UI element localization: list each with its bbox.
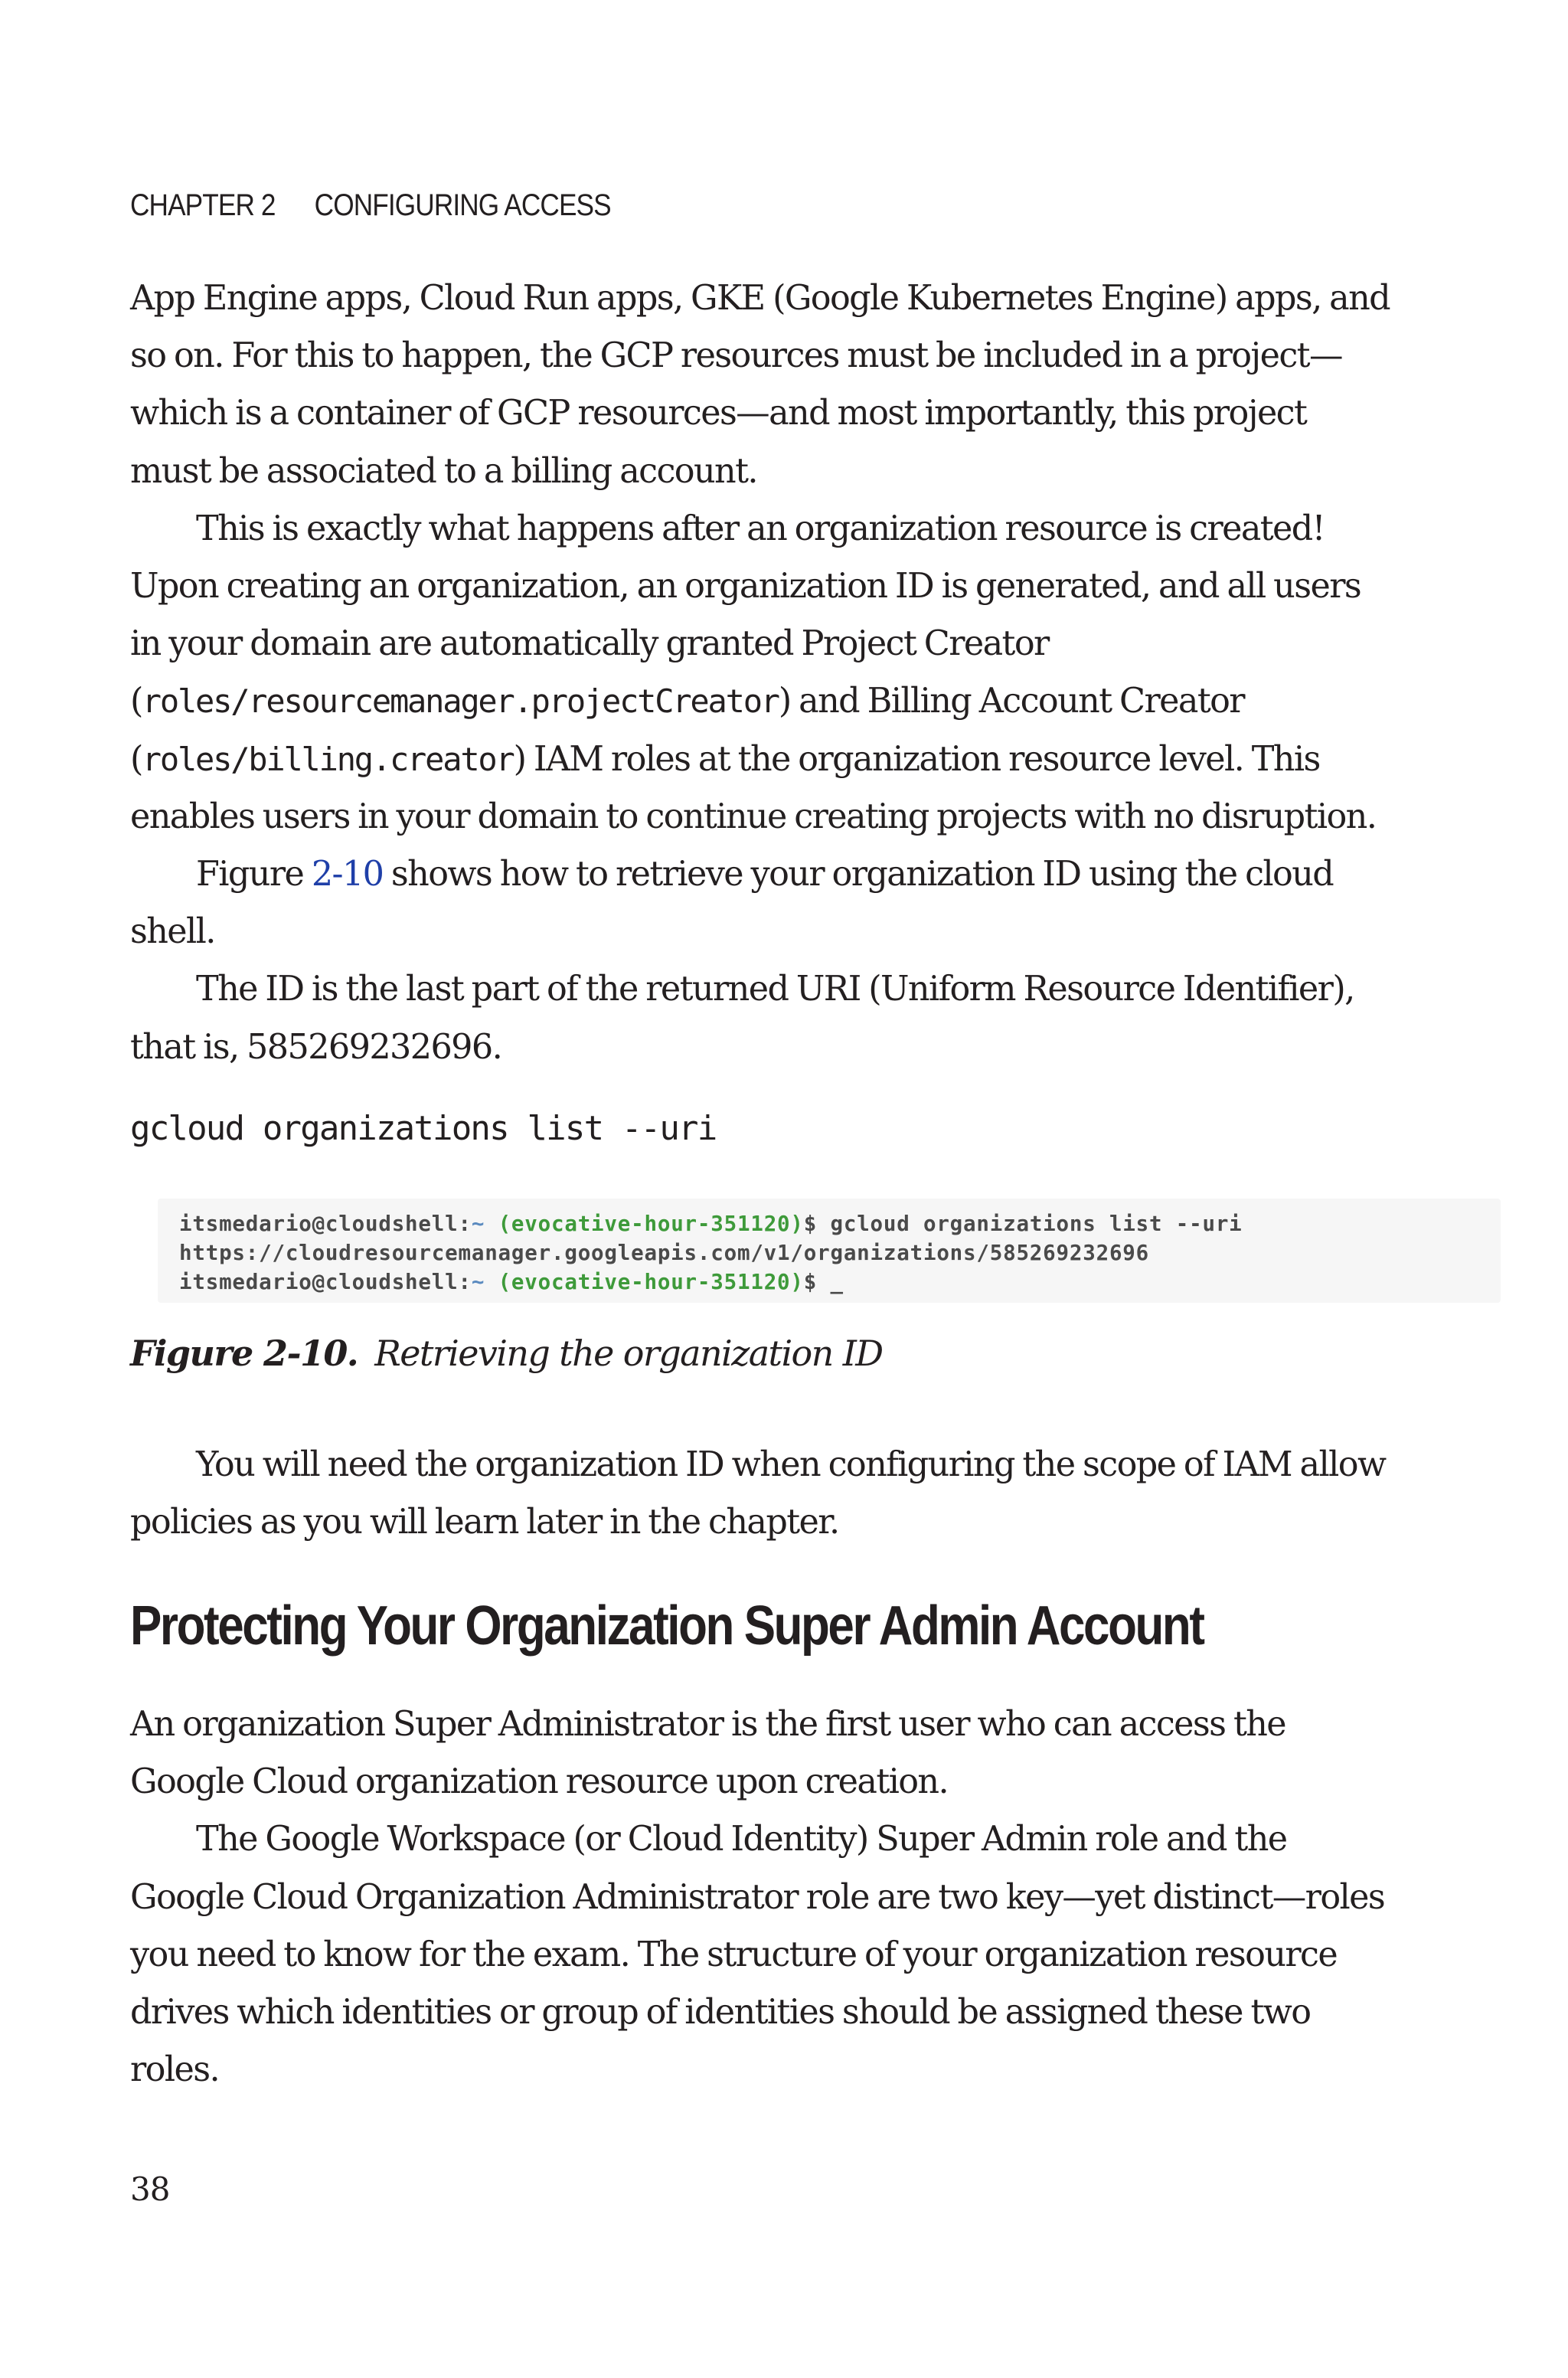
terminal-screenshot <box>158 1199 1501 1303</box>
terminal-command: $ _ <box>803 1270 844 1294</box>
paragraph-text: Figure <box>196 855 312 895</box>
terminal-prompt: itsmedario@cloudshell: <box>179 1212 472 1236</box>
running-head-chapter: CHAPTER 2 <box>130 188 276 222</box>
running-head-title: CONFIGURING ACCESS <box>314 188 611 222</box>
terminal-tilde: ~ <box>471 1270 485 1294</box>
section-paragraphs <box>130 1696 1393 2098</box>
inline-code-billing-creator: roles/billing.creator <box>142 740 514 778</box>
terminal-project: (evocative-hour-351120) <box>498 1270 804 1294</box>
paragraph: The ID is the last part of the returned URI (Uniform Resource Identifier), that is, 585269232696. <box>130 970 1354 1067</box>
paragraph-text: This is exactly what happens after an organization resource is created! Upon creating an organization, an organization ID is generated, and all users in your domain are automatically granted Project Creator ( <box>130 509 1361 721</box>
inline-code-project-creator: roles/resourcemanager.projectCreator <box>142 682 779 721</box>
post-figure-paragraphs <box>130 1436 1393 1551</box>
figure-caption <box>130 1333 883 1374</box>
paragraph: The Google Workspace (or Cloud Identity) Super Admin role and the Google Cloud Organization Administrator role are two key—yet distinct—roles you need to know for the exam. The structure of your organization resource drives which identities or group of identities should be assigned these two roles. <box>130 1820 1385 2090</box>
terminal-output: https://cloudresourcemanager.googleapis.com/v1/organizations/585269232696 <box>179 1241 1150 1265</box>
paragraph: App Engine apps, Cloud Run apps, GKE (Google Kubernetes Engine) apps, and so on. For this to happen, the GCP resources must be included in a project—which is a container of GCP resources—and most importantly, this project must be associated to a billing account. <box>130 279 1390 491</box>
paragraph <box>130 846 1393 960</box>
paragraph: You will need the organization ID when configuring the scope of IAM allow policies as you will learn later in the chapter. <box>130 1445 1386 1542</box>
paragraph-text: ) and Billing Account Creator ( <box>130 682 1244 779</box>
figure-caption-text: Retrieving the organization ID <box>374 1333 883 1374</box>
paragraph-text: ) IAM roles at the organization resource level. This enables users in your domain to continue creating projects with no disruption. <box>130 739 1377 836</box>
figure-link[interactable]: 2-10 <box>311 855 384 895</box>
section-heading: Protecting Your Organization Super Admin Account <box>130 1595 1204 1657</box>
terminal-prompt: itsmedario@cloudshell: <box>179 1270 472 1294</box>
terminal-project: (evocative-hour-351120) <box>498 1212 804 1236</box>
paragraph: An organization Super Administrator is the first user who can access the Google Cloud organization resource upon creation. <box>130 1705 1286 1802</box>
intro-paragraphs <box>130 270 1393 1076</box>
terminal-tilde: ~ <box>471 1212 485 1236</box>
page-number: 38 <box>130 2170 170 2208</box>
running-head <box>130 188 611 223</box>
paragraph <box>130 500 1393 846</box>
figure-label: Figure 2-10. <box>130 1333 358 1374</box>
command-code-block: gcloud organizations list --uri <box>130 1109 717 1148</box>
terminal-command: $ gcloud organizations list --uri <box>803 1212 1243 1236</box>
paragraph-text: shows how to retrieve your organization ID using the cloud shell. <box>130 855 1334 952</box>
